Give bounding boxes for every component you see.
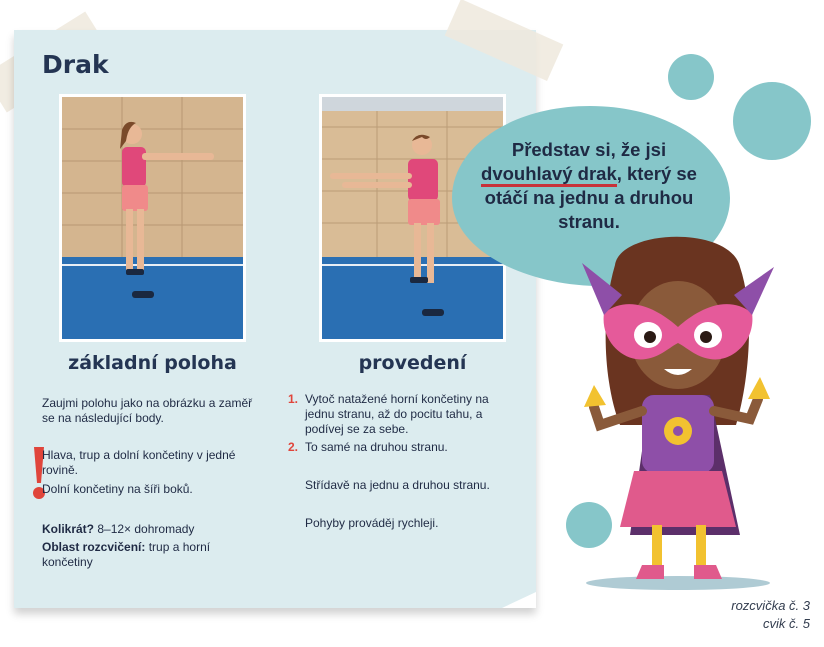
step-2-number: 2. <box>288 440 299 454</box>
speech-bubble-text <box>478 138 700 234</box>
superhero-girl-illustration <box>560 235 790 595</box>
decor-dot-large <box>733 82 811 160</box>
step-1-text: Vytoč natažené horní končetiny na jednu stranu, až do pocitu tahu, a podívej se za sebe. <box>305 392 489 436</box>
speed-text: Pohyby prováděj rychleji. <box>305 516 439 530</box>
warmup-area-value: trup a horní končetiny <box>42 540 211 569</box>
bubble-text-start: Představ si, že jsi <box>511 139 667 160</box>
decor-dot-small <box>668 54 714 100</box>
bubble-text-end: , který se otáčí na jednu a druhou stranu. <box>484 163 697 232</box>
exercise-number: cvik č. 5 <box>763 616 810 631</box>
key-point-hip-width: Dolní končetiny na šíři boků. <box>42 482 193 496</box>
step-2-text: To samé na druhou stranu. <box>305 440 448 454</box>
warmup-area-label: Oblast rozcvičení: <box>42 540 146 554</box>
basic-position-heading: základní poloha <box>68 352 237 374</box>
key-point-alignment: Hlava, trup a dolní končetiny v jedné rovině. <box>42 448 236 477</box>
repetitions-value: 8–12× dohromady <box>94 522 195 536</box>
repetitions <box>42 522 264 537</box>
alternate-text: Střídavě na jednu a druhou stranu. <box>305 478 490 492</box>
step-1-number: 1. <box>288 392 299 406</box>
page-title: Drak <box>42 50 109 79</box>
execution-heading: provedení <box>358 352 467 374</box>
bubble-highlight: dvouhlavý drak <box>481 163 617 187</box>
photo-basic-position <box>59 94 246 342</box>
warmup-number: rozcvička č. 3 <box>731 598 810 613</box>
repetitions-label: Kolikrát? <box>42 522 95 536</box>
intro-text: Zaujmi polohu jako na obrázku a zaměř se na následující body. <box>42 396 253 425</box>
warmup-area <box>42 540 242 570</box>
